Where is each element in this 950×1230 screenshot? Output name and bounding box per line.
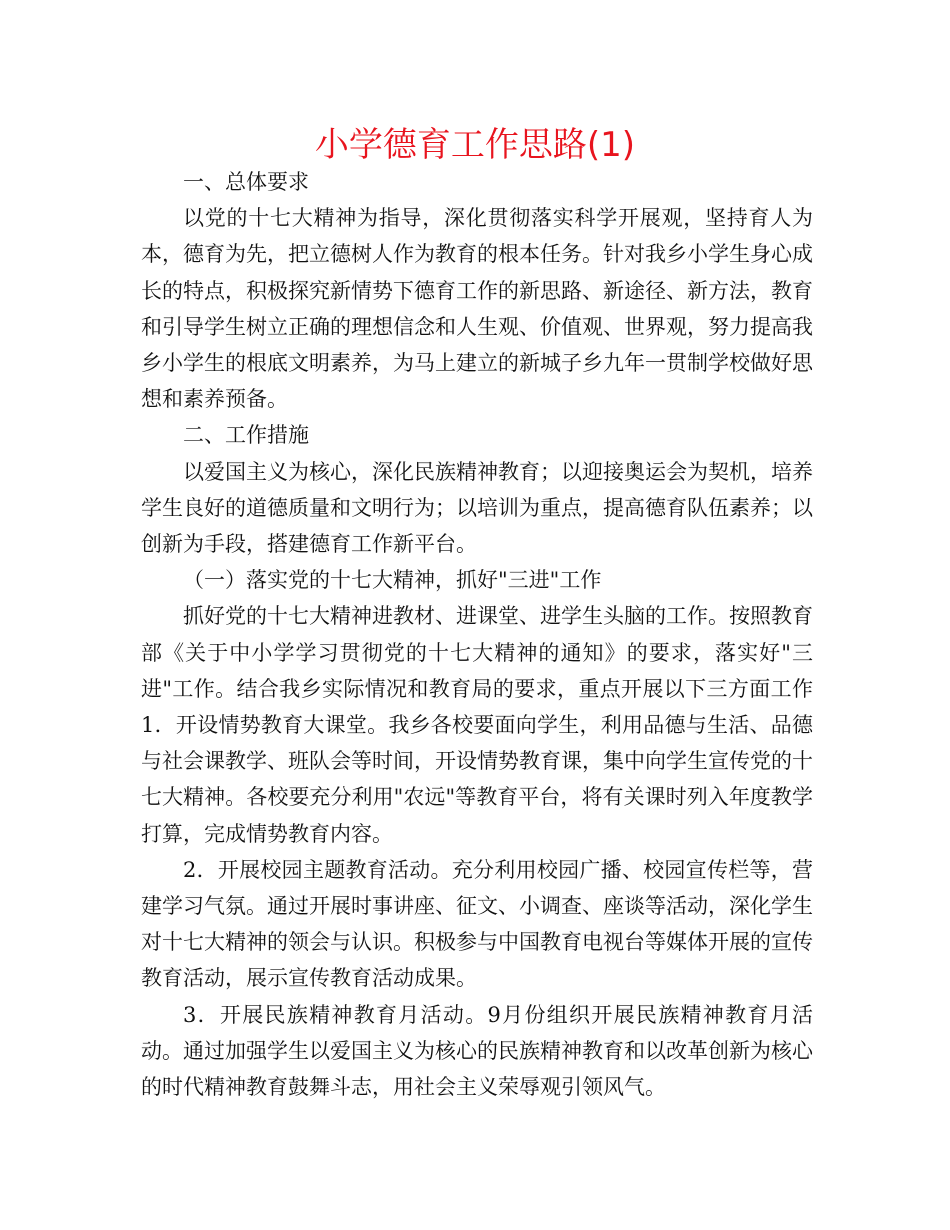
paragraph-guiding-principle: 以党的十七大精神为指导，深化贯彻落实科学开展观，坚持育人为本，德育为先，把立德树人作为教育的根本任务。针对我乡小学生身心成长的特点，积极探究新情势下德育工作的新思路、新途径、新方法，教育和引导学生树立正确的理想信念和人生观、价值观、世界观，努力提高我乡小学生的根底文明素养，为马上建立的新城子乡九年一贯制学校做好思想和素养预备。	[141, 206, 813, 412]
section-heading-general-requirements: 一、总体要求	[183, 170, 309, 194]
document-title: 小学德育工作思路(1)	[314, 125, 636, 165]
paragraph-three-entries-work: 抓好党的十七大精神进教材、进课堂、进学生头脑的工作。按照教育部《关于中小学学习贯彻党的十七大精神的通知》的要求，落实好"三进"工作。结合我乡实际情况和教育局的要求，重点开展以下三方面工作 1．开设情势教育大课堂。我乡各校要面向学生，利用品德与生活、品德与社会课教学、班队会等时间，开设情势教育课，集中向学生宣传党的十七大精神。各校要充分利用"农远"等教育平台，将有关课时列入年度教学打算，完成情势教育内容。	[141, 604, 855, 846]
paragraph-national-spirit-month: 3．开展民族精神教育月活动。9月份组织开展民族精神教育月活动。通过加强学生以爱国主义为核心的民族精神教育和以改革创新为核心的时代精神教育鼓舞斗志，用社会主义荣辱观引领风气。	[141, 1002, 813, 1100]
paragraph-core-measures: 以爱国主义为核心，深化民族精神教育；以迎接奥运会为契机，培养学生良好的道德质量和文明行为；以培训为重点，提高德育队伍素养；以创新为手段，搭建德育工作新平台。	[141, 459, 813, 557]
section-heading-work-measures: 二、工作措施	[183, 423, 309, 448]
paragraph-campus-theme-activities: 2．开展校园主题教育活动。充分利用校园广播、校园宣传栏等，营建学习气氛。通过开展时事讲座、征文、小调查、座谈等活动，深化学生对十七大精神的领会与认识。积极参与中国教育电视台等媒体开展的宣传教育活动，展示宣传教育活动成果。	[141, 857, 813, 991]
document-body	[141, 164, 855, 1105]
subheading-three-entries: （一）落实党的十七大精神，抓好"三进"工作	[183, 568, 602, 593]
